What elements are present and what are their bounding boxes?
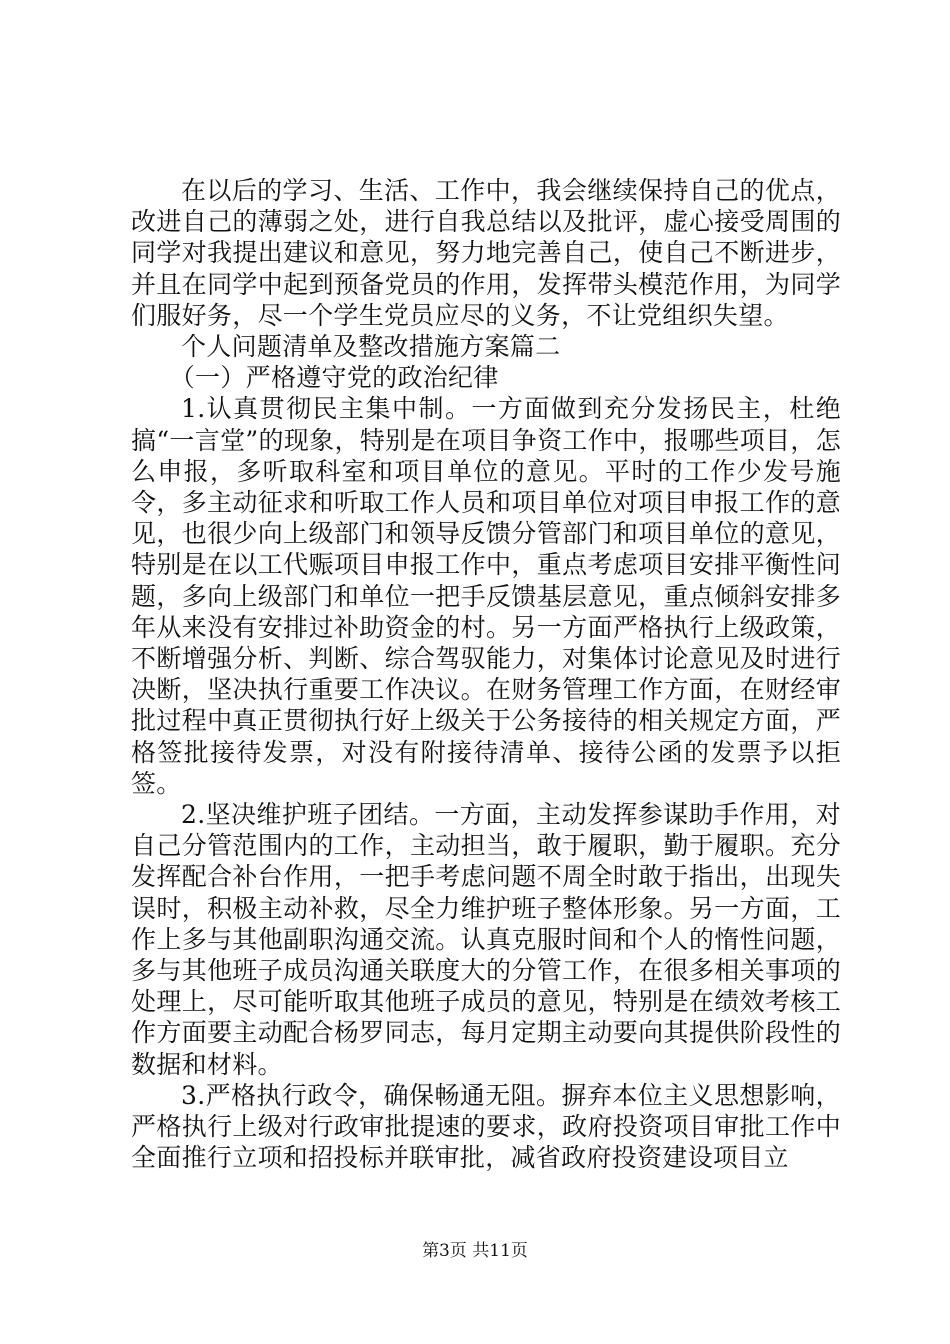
page-footer: 第3页 共11页 <box>422 1241 528 1261</box>
paragraph-closing-pledge: 在以后的学习、生活、工作中，我会继续保持自己的优点，改进自己的薄弱之处，进行自我总结以及批评，虚心接受周围的同学对我提出建议和意见，努力地完善自己，使自己不断进步，并且在同学中起到预备党员的作用，发挥带头模范作用，为同学们服好务，尽一个学生党员应尽的义务，不让党组织失望。 <box>131 176 841 330</box>
paragraph-item-2: 2.坚决维护班子团结。一方面，主动发挥参谋助手作用，对自己分管范围内的工作，主动担当，敢于履职，勤于履职。充分发挥配合补台作用，一把手考虑问题不周全时敢于指出，出现失误时，积极主动补救，尽全力维护班子整体形象。另一方面，工作上多与其他副职沟通交流。认真克服时间和个人的惰性问题，多与其他班子成员沟通关联度大的分管工作，在很多相关事项的处理上，尽可能听取其他班子成员的意见，特别是在绩效考核工作方面要主动配合杨罗同志，每月定期主动要向其提供阶段性的数据和材料。 <box>131 800 841 1079</box>
document-body <box>131 175 841 1174</box>
paragraph-item-1: 1.认真贯彻民主集中制。一方面做到充分发扬民主，杜绝搞“一言堂”的现象，特别是在项目争资工作中，报哪些项目，怎么申报，多听取科室和项目单位的意见。平时的工作少发号施令，多主动征求和听取工作人员和项目单位对项目申报工作的意见，也很少向上级部门和领导反馈分管部门和项目单位的意见，特别是在以工代赈项目申报工作中，重点考虑项目安排平衡性问题，多向上级部门和单位一把手反馈基层意见，重点倾斜安排多年从来没有安排过补助资金的村。另一方面严格执行上级政策，不断增强分析、判断、综合驾驭能力，对集体讨论意见及时进行决断，坚决执行重要工作决议。在财务管理工作方面，在财经审批过程中真正贯彻执行好上级关于公务接待的相关规定方面，严格签批接待发票，对没有附接待清单、接待公函的发票予以拒签。 <box>131 394 841 798</box>
paragraph-item-3: 3.严格执行政令，确保畅通无阻。摒弃本位主义思想影响，严格执行上级对行政审批提速的要求，政府投资项目审批工作中全面推行立项和招投标并联审批，减省政府投资建设项目立 <box>131 1080 841 1173</box>
subsection-heading: （一）严格遵守党的政治纪律 <box>169 363 499 393</box>
section-title: 个人问题清单及整改措施方案篇二 <box>181 332 561 362</box>
